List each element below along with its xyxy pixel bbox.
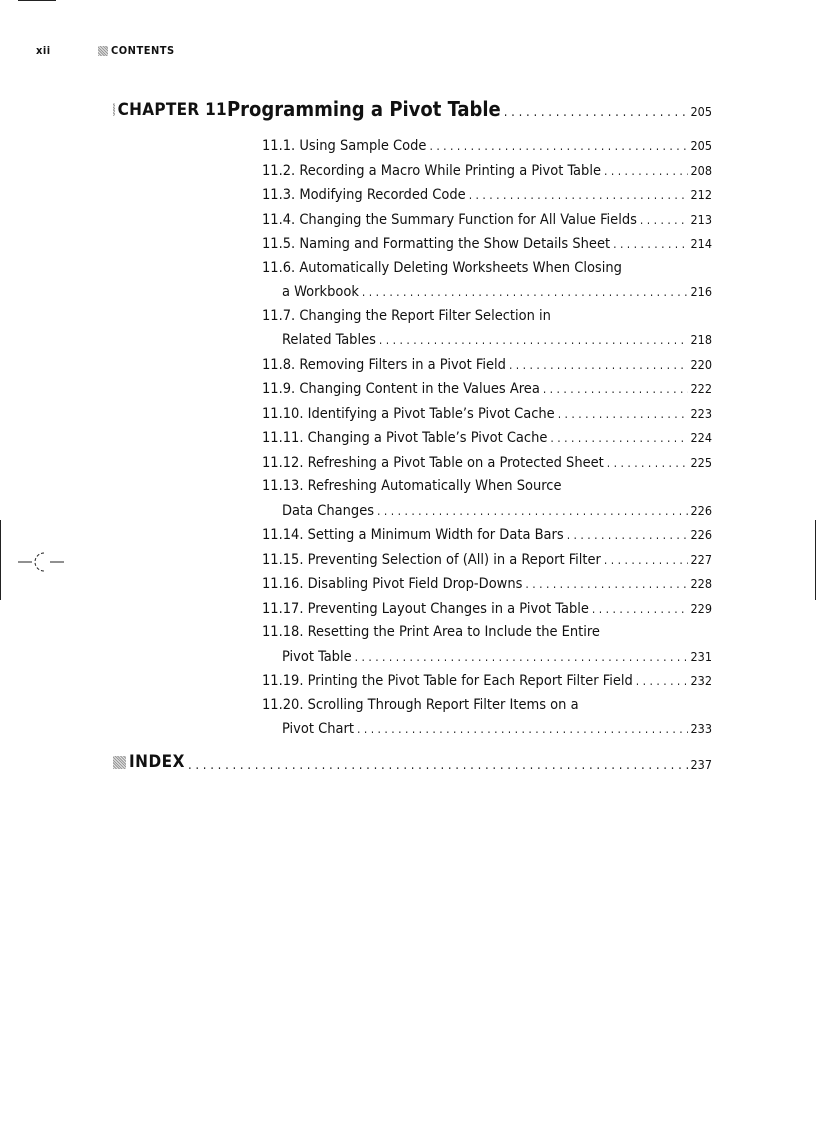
- dot-leader: [604, 160, 688, 184]
- page-number: 208: [690, 162, 712, 178]
- dot-leader: [567, 524, 688, 548]
- toc-entry[interactable]: [262, 305, 712, 353]
- page-number: 214: [690, 236, 712, 251]
- toc-entry[interactable]: [262, 523, 712, 548]
- toc-entry[interactable]: [262, 597, 712, 622]
- toc-entry-line: [262, 159, 712, 184]
- dot-leader: [469, 184, 688, 208]
- dot-leader: [357, 718, 688, 742]
- page-number: 213: [690, 211, 712, 227]
- toc-entry-title: Data Changes: [282, 502, 375, 519]
- toc-entry-title: 11.16. Disabling Pivot Field Drop-Downs: [262, 576, 523, 592]
- dot-leader: [640, 209, 688, 233]
- page-folio: xii: [36, 44, 51, 57]
- toc-entry-line: [262, 232, 712, 257]
- page-number: 216: [690, 284, 712, 299]
- page-number: 226: [690, 527, 712, 542]
- page-number: 231: [690, 648, 712, 664]
- toc-entry-title: 11.11. Changing a Pivot Table’s Pivot Cache: [262, 430, 548, 446]
- dot-leader: [504, 105, 688, 120]
- toc-entry-title: Pivot Chart: [282, 721, 354, 737]
- dot-leader: [362, 281, 688, 305]
- toc-entry-line: [262, 305, 712, 329]
- dot-leader: [379, 329, 688, 353]
- page-number: 212: [690, 187, 712, 202]
- dot-leader: [525, 573, 687, 597]
- toc-entry-line: [262, 475, 712, 499]
- toc-entry-line: [262, 451, 712, 476]
- toc-entry[interactable]: [262, 475, 712, 523]
- toc-entry-line: [262, 134, 712, 159]
- toc-entry[interactable]: [262, 548, 712, 573]
- page-number: 233: [690, 721, 712, 736]
- toc-entry-title: 11.5. Naming and Formatting the Show Details Sheet: [262, 236, 611, 252]
- toc-entry-title: 11.17. Preventing Layout Changes in a Pivot Table: [262, 600, 589, 617]
- dot-leader: [355, 646, 688, 670]
- toc-entry-title: 11.7. Changing the Report Filter Selection in: [262, 307, 551, 324]
- toc-entry-line: [262, 402, 712, 427]
- dot-leader: [377, 500, 687, 524]
- toc-entry-line: [262, 208, 712, 233]
- bullet-square-icon: [113, 756, 126, 769]
- toc-entry[interactable]: [262, 402, 712, 427]
- page-number: 229: [690, 600, 712, 616]
- toc-entry[interactable]: [262, 353, 712, 378]
- dot-leader: [604, 549, 688, 573]
- dot-leader: [592, 598, 688, 622]
- dot-leader: [558, 403, 688, 427]
- toc-entry-title: 11.10. Identifying a Pivot Table’s Pivot Cache: [262, 405, 555, 422]
- toc-entry-continuation: [262, 499, 712, 524]
- index-label-text: INDEX: [129, 752, 185, 772]
- toc-entry-line: [262, 669, 712, 694]
- page-number: 220: [690, 356, 712, 372]
- page-number: 225: [690, 454, 712, 470]
- toc-entry-line: [262, 548, 712, 573]
- page-number: 205: [690, 104, 712, 119]
- page-number: 218: [690, 332, 712, 347]
- toc-entry-title: 11.9. Changing Content in the Values Area: [262, 381, 540, 397]
- toc-entry-line: [262, 572, 712, 597]
- page-number: 232: [690, 673, 712, 688]
- toc-entry-title: 11.13. Refreshing Automatically When Source: [262, 478, 562, 494]
- toc-entry-title: 11.4. Changing the Summary Function for All Value Fields: [262, 211, 637, 228]
- dot-leader: [550, 427, 687, 451]
- page-number: 227: [690, 551, 712, 567]
- crop-mark-left: [0, 520, 1, 600]
- toc-entry[interactable]: [262, 377, 712, 402]
- dot-leader: [613, 233, 687, 257]
- bullet-square-icon: [98, 46, 108, 56]
- dot-leader: [429, 135, 687, 159]
- page-number: 226: [690, 502, 712, 518]
- toc-entry-line: [262, 597, 712, 622]
- toc-entry[interactable]: [262, 451, 712, 476]
- toc-entry-title: 11.8. Removing Filters in a Pivot Field: [262, 356, 506, 373]
- toc-entry-line: [262, 523, 712, 548]
- toc-entry[interactable]: [262, 159, 712, 184]
- toc-entry-continuation: [262, 645, 712, 670]
- toc-entry-title: 11.18. Resetting the Print Area to Include the Entire: [262, 624, 600, 640]
- toc-entries: [262, 134, 712, 742]
- page-number: 223: [690, 405, 712, 421]
- page-number: 224: [690, 430, 712, 445]
- toc-entry-title: 11.19. Printing the Pivot Table for Each Report Filter Field: [262, 673, 633, 689]
- page-number: 228: [690, 576, 712, 591]
- toc-entry[interactable]: [262, 621, 712, 669]
- toc-entry-title: 11.1. Using Sample Code: [262, 138, 427, 154]
- page-number: 237: [690, 756, 712, 772]
- toc-entry-continuation: [262, 717, 712, 742]
- toc-entry-line: [262, 377, 712, 402]
- toc-entry-title: Pivot Table: [282, 648, 352, 665]
- dot-leader: [188, 758, 688, 773]
- page-number: 205: [690, 138, 712, 153]
- dot-leader: [543, 378, 688, 402]
- toc-entry-line: [262, 353, 712, 378]
- toc-entry[interactable]: [262, 669, 712, 694]
- toc-entry-line: [262, 257, 712, 281]
- toc-entry-title: 11.15. Preventing Selection of (All) in a Report Filter: [262, 551, 601, 568]
- dot-leader: [636, 670, 688, 694]
- toc-entry-continuation: [262, 280, 712, 305]
- index-entry[interactable]: [113, 752, 712, 773]
- crop-mark-top: [18, 0, 56, 1]
- chapter-heading[interactable]: [113, 97, 712, 121]
- toc-entry[interactable]: [262, 694, 712, 742]
- toc-entry[interactable]: [262, 208, 712, 233]
- toc-entry-line: [262, 183, 712, 208]
- toc-entry[interactable]: [262, 232, 712, 257]
- toc-entry[interactable]: [262, 572, 712, 597]
- running-head-section: [98, 44, 175, 57]
- toc-entry-title: 11.20. Scrolling Through Report Filter Items on a: [262, 696, 579, 713]
- registration-mark-icon: [18, 550, 64, 574]
- toc-entry-title: 11.6. Automatically Deleting Worksheets When Closing: [262, 259, 622, 276]
- toc-entry-title: Related Tables: [282, 332, 376, 348]
- toc-entry-title: 11.3. Modifying Recorded Code: [262, 187, 466, 203]
- toc-entry-line: [262, 694, 712, 718]
- toc-entry-title: 11.2. Recording a Macro While Printing a Pivot Table: [262, 162, 601, 179]
- toc-entry-line: [262, 426, 712, 451]
- toc-entry-line: [262, 621, 712, 645]
- page-number: 222: [690, 381, 712, 396]
- dot-leader: [607, 452, 688, 476]
- toc-entry-title: a Workbook: [282, 284, 359, 300]
- running-head: [36, 44, 175, 57]
- toc-entry[interactable]: [262, 257, 712, 305]
- dot-leader: [509, 354, 688, 378]
- toc-entry-title: 11.14. Setting a Minimum Width for Data Bars: [262, 527, 564, 543]
- index-label: [113, 752, 185, 772]
- chapter-number-label: CHAPTER 11: [117, 99, 227, 120]
- chapter-number: [113, 100, 227, 120]
- toc-entry[interactable]: [262, 183, 712, 208]
- chapter-title: Programming a Pivot Table: [227, 97, 501, 121]
- toc-entry-continuation: [262, 328, 712, 353]
- toc-entry[interactable]: [262, 134, 712, 159]
- toc-entry-title: 11.12. Refreshing a Pivot Table on a Protected Sheet: [262, 454, 604, 471]
- section-label: CONTENTS: [111, 44, 175, 57]
- toc-entry[interactable]: [262, 426, 712, 451]
- bullet-square-icon: [113, 103, 115, 116]
